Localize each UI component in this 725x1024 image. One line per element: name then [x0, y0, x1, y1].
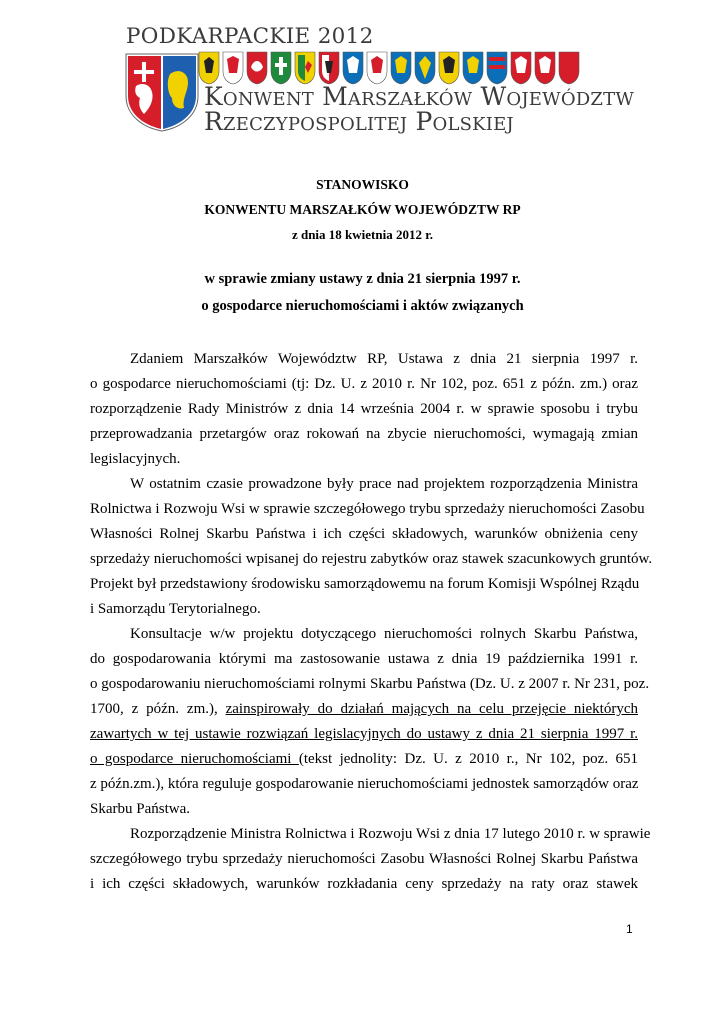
text-line: Rozporządzenie Ministra Rolnictwa i Rozwoju Wsi z dnia 17 lutego 2010 r. w sprawie	[130, 826, 651, 842]
voivodeship-crests-row	[198, 51, 588, 85]
underlined-text: o gospodarce nieruchomościami	[90, 751, 299, 767]
subject-line-2: o gospodarce nieruchomościami i aktów związanych	[201, 298, 524, 314]
text-line: przeprowadzania przetargów oraz rokowań na zbycie nieruchomości, wymagają zmian	[90, 426, 638, 442]
text-line: i ich części składowych, warunków rozkładania ceny sprzedaży na raty oraz stawek	[90, 876, 638, 892]
letterhead-title-line1: Konwent Marszałków Województw	[204, 82, 635, 111]
text-line	[90, 699, 638, 719]
text-line: Konsultacje w/w projektu dotyczącego nieruchomości rolnych Skarbu Państwa,	[130, 626, 638, 642]
text-line: z późn.zm.), która reguluje gospodarowanie nieruchomościami jednostek samorządów oraz	[90, 776, 639, 792]
text-line: i Samorządu Terytorialnego.	[90, 601, 261, 617]
text-line	[90, 749, 638, 769]
podkarpackie-coat-of-arms-icon	[124, 52, 200, 132]
subject-line-1: w sprawie zmiany ustawy z dnia 21 sierpnia 1997 r.	[204, 271, 521, 287]
text-line: Projekt był przedstawiony środowisku samorządowemu na forum Komisji Wspólnej Rządu	[90, 576, 640, 592]
underlined-text: zawartych w tej ustawie rozwiązań legislacyjnych do ustawy z dnia 21 sierpnia 1997 r.	[90, 726, 638, 742]
letterhead-edition: PODKARPACKIE 2012	[126, 24, 374, 49]
letterhead	[0, 0, 725, 140]
text-segment: (tekst jednolity: Dz. U. z 2010 r., Nr 102, poz. 651	[298, 751, 638, 767]
text-segment: 1700, z późn. zm.),	[90, 701, 226, 717]
text-line: szczegółowego trybu sprzedaży nieruchomości Zasobu Własności Rolnej Skarbu Państwa	[90, 851, 638, 867]
page-number: 1	[626, 922, 633, 936]
text-line: legislacyjnych.	[90, 451, 181, 467]
underlined-text: zainspirowały do działań mających na celu przejęcie niektórych	[225, 701, 638, 717]
text-line: Rolnictwa i Rozwoju Wsi w sprawie szczegółowego trybu sprzedaży nieruchomości Zasobu	[90, 501, 645, 517]
document-type: STANOWISKO	[316, 177, 409, 192]
text-line: do gospodarowania którymi ma zastosowanie ustawa z dnia 19 października 1991 r.	[90, 651, 638, 667]
text-line: Skarbu Państwa.	[90, 801, 190, 817]
text-line: Zdaniem Marszałków Województw RP, Ustawa z dnia 21 sierpnia 1997 r.	[130, 351, 638, 367]
text-line	[90, 724, 638, 744]
crest-icons	[199, 52, 579, 84]
text-line: Własności Rolnej Skarbu Państwa i ich części składowych, warunków obniżenia ceny	[90, 526, 638, 542]
issuing-body: KONWENTU MARSZAŁKÓW WOJEWÓDZTW RP	[204, 202, 521, 217]
letterhead-title-line2: Rzeczypospolitej Polskiej	[204, 107, 514, 136]
document-date: z dnia 18 kwietnia 2012 r.	[291, 227, 434, 242]
text-line: W ostatnim czasie prowadzone były prace nad projektem rozporządzenia Ministra	[130, 476, 638, 492]
text-line: sprzedaży nieruchomości wpisanej do rejestru zabytków oraz stawek szacunkowych gruntów.	[90, 551, 653, 567]
text-line: o gospodarowaniu nieruchomościami rolnymi Skarbu Państwa (Dz. U. z 2007 r. Nr 231, poz.	[90, 676, 650, 692]
text-line: rozporządzenie Rady Ministrów z dnia 14 września 2004 r. w sprawie sposobu i trybu	[90, 401, 638, 417]
text-line: o gospodarce nieruchomościami (tj: Dz. U. z 2010 r. Nr 102, poz. 651 z późn. zm.) oraz	[90, 376, 638, 392]
